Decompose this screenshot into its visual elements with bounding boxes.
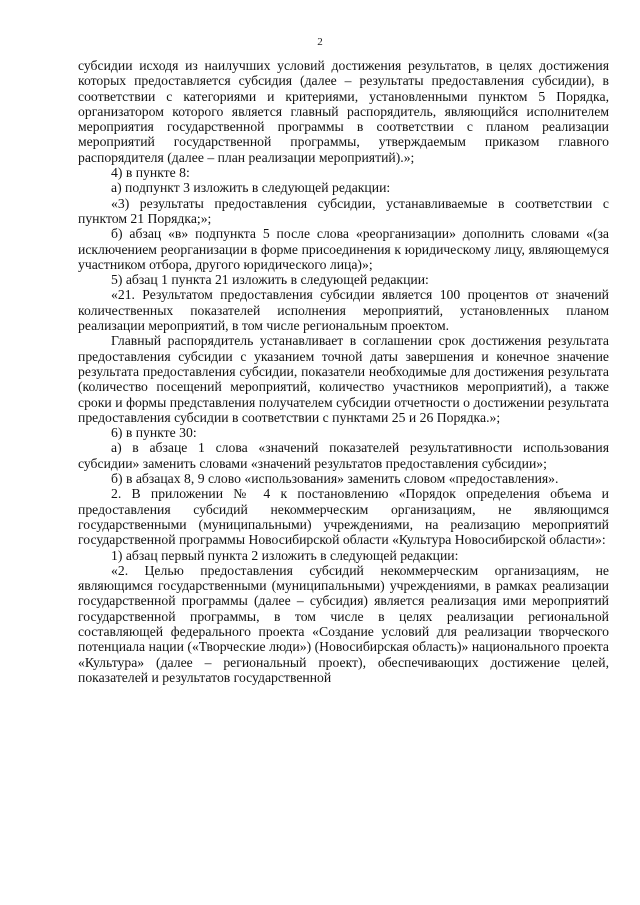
paragraph-10: а) в абзаце 1 слова «значений показателей результативности использования субсидии» заменить словами «значений результатов предоставления субсидии»;: [78, 440, 609, 471]
page-number: 2: [317, 36, 323, 48]
paragraph-4: «3) результаты предоставления субсидии, устанавливаемые в соответствии с пунктом 21 Порядка;»;: [78, 195, 609, 226]
paragraph-11: б) в абзацах 8, 9 слово «использования» заменить словом «предоставления».: [111, 471, 559, 487]
paragraph-12: 2. В приложении № 4 к постановлению «Порядок определения объема и предоставления субсидий некоммерческим организациям, не являющимся государственными (муниципальными) учреждениями, на реализацию мероприятий государственной программы Новосибирской области «Культура Новосибирской области»:: [78, 486, 609, 548]
paragraph-2: 4) в пункте 8:: [111, 165, 190, 181]
paragraph-7: «21. Результатом предоставления субсидии является 100 процентов от значений количественных показателей исполнения мероприятий, установленных планом реализации мероприятий, в том числе региональным проектом.: [78, 287, 609, 334]
paragraph-3: а) подпункт 3 изложить в следующей редакции:: [111, 180, 391, 196]
paragraph-14: «2. Целью предоставления субсидий некоммерческим организациям, не являющимся государственными (муниципальными) учреждениями, в рамках реализации государственной программы (далее – субсидия) является реализация ими мероприятий государственной программы, в том числе в целях реализации региональной составляющей федерального проекта «Создание условий для реализации творческого потенциала нации («Творческие люди») (Новосибирская область)» национального проекта «Культура» (далее – региональный проект), обеспечивающих достижение целей, показателей и результатов государственной: [78, 562, 609, 685]
paragraph-5: б) абзац «в» подпункта 5 после слова «реорганизации» дополнить словами «(за исключением реорганизации в форме присоединения к юридическому лицу, являющемуся участником отбора, другого юридического лица)»;: [78, 226, 609, 272]
paragraph-13: 1) абзац первый пункта 2 изложить в следующей редакции:: [111, 547, 459, 563]
document-body: [78, 58, 609, 685]
paragraph-1: субсидии исходя из наилучших условий достижения результатов, в целях достижения которых предоставляется субсидия (далее – результаты предоставления субсидии), в соответствии с категориями и критериями, установленными пунктом 5 Порядка, организатором которого является главный распорядитель, являющийся исполнителем мероприятия государственной программы в соответствии с планом реализации мероприятий государственной программы, утверждаемым приказом главного распорядителя (далее – план реализации мероприятий).»;: [78, 58, 609, 165]
paragraph-9: 6) в пункте 30:: [111, 425, 197, 441]
paragraph-6: 5) абзац 1 пункта 21 изложить в следующей редакции:: [111, 272, 429, 288]
paragraph-8: Главный распорядитель устанавливает в соглашении срок достижения результата предоставления субсидии с указанием точной даты завершения и конечное значение результата предоставления субсидии, показатели необходимые для достижения результата (количество посещений мероприятий, количество участников мероприятий), а также сроки и формы представления получателем субсидии отчетности о достижении результата предоставления субсидии в соответствии с пунктами 25 и 26 Порядка.»;: [78, 333, 609, 425]
